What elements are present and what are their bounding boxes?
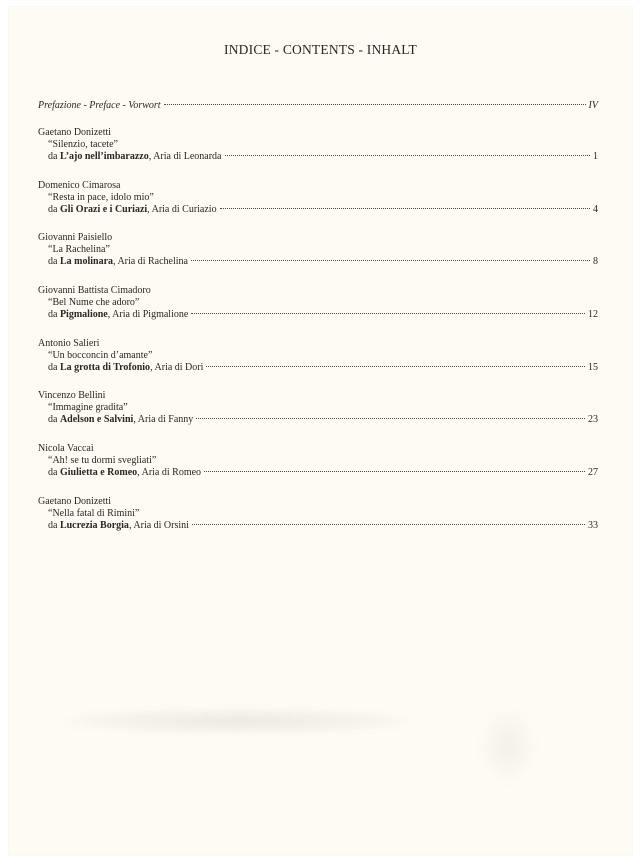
source-row xyxy=(38,467,598,479)
aria-title: “La Rachelina” xyxy=(48,244,110,255)
source-row xyxy=(38,362,598,374)
toc-entry xyxy=(38,496,598,532)
role-label: , Aria di Rachelina xyxy=(113,256,188,267)
page-number: 23 xyxy=(588,414,598,425)
dot-leader xyxy=(164,104,586,105)
dot-leader xyxy=(206,366,585,367)
aria-title: “Silenzio, tacete” xyxy=(48,139,118,150)
role-label: , Aria di Romeo xyxy=(137,467,202,478)
page-number: 12 xyxy=(588,309,598,320)
aria-title: “Immagine gradita” xyxy=(48,402,128,413)
opera-title: Lucrezia Borgia xyxy=(59,520,129,531)
dot-leader xyxy=(225,155,591,156)
source-row xyxy=(38,520,598,532)
role-label: , Aria di Leonarda xyxy=(148,151,222,162)
aria-title: “Ah! se tu dormi svegliati” xyxy=(48,455,157,466)
opera-title: Adelson e Salvini xyxy=(59,414,134,425)
opera-title: Pigmalione xyxy=(59,309,108,320)
role-label: , Aria di Pigmalione xyxy=(107,309,189,320)
role-label: , Aria di Fanny xyxy=(133,414,194,425)
scan-smudge xyxy=(63,708,413,734)
source-row xyxy=(38,204,598,216)
toc-entry xyxy=(38,443,598,479)
toc-entry xyxy=(38,127,598,163)
page-number: 8 xyxy=(593,256,598,267)
composer-name: Nicola Vaccai xyxy=(38,443,94,454)
source-prefix: da xyxy=(48,151,58,162)
source-prefix: da xyxy=(48,467,58,478)
source-row xyxy=(38,309,598,321)
aria-title: “Nella fatal di Rimini” xyxy=(48,508,140,519)
opera-title: Gli Orazi e i Curiazi xyxy=(59,204,148,215)
opera-title: Giulietta e Romeo xyxy=(59,467,138,478)
dot-leader xyxy=(192,524,585,525)
composer-name: Antonio Salieri xyxy=(38,338,100,349)
dot-leader xyxy=(220,208,590,209)
page-number: 15 xyxy=(588,362,598,373)
aria-title: “Un bocconcin d’amante” xyxy=(48,350,153,361)
preface-page-number: IV xyxy=(588,100,598,111)
source-prefix: da xyxy=(48,414,58,425)
source-prefix: da xyxy=(48,362,58,373)
page-number: 33 xyxy=(588,520,598,531)
preface-label: Prefazione - Preface - Vorwort xyxy=(38,100,161,111)
dot-leader xyxy=(191,260,590,261)
page-number: 27 xyxy=(588,467,598,478)
composer-name: Vincenzo Bellini xyxy=(38,390,106,401)
toc-entry xyxy=(38,390,598,426)
page-number: 4 xyxy=(593,204,598,215)
source-prefix: da xyxy=(48,520,58,531)
toc-entry xyxy=(38,180,598,216)
composer-name: Domenico Cimarosa xyxy=(38,180,121,191)
dot-leader xyxy=(191,313,585,314)
toc-entry xyxy=(38,285,598,321)
scan-smudge xyxy=(478,706,538,786)
source-row xyxy=(38,256,598,268)
page-title: INDICE - CONTENTS - INHALT xyxy=(224,42,417,57)
dot-leader xyxy=(204,471,585,472)
opera-title: L’ajo nell’imbarazzo xyxy=(59,151,149,162)
preface-row xyxy=(38,100,598,112)
source-prefix: da xyxy=(48,204,58,215)
aria-title: “Resta in pace, idolo mio” xyxy=(48,192,154,203)
role-label: , Aria di Orsini xyxy=(128,520,189,531)
opera-title: La molinara xyxy=(59,256,114,267)
dot-leader xyxy=(196,418,585,419)
composer-name: Giovanni Battista Cimadoro xyxy=(38,285,151,296)
composer-name: Gaetano Donizetti xyxy=(38,496,112,507)
aria-title: “Bel Nume che adoro” xyxy=(48,297,140,308)
opera-title: La grotta di Trofonio xyxy=(59,362,151,373)
composer-name: Gaetano Donizetti xyxy=(38,127,112,138)
role-label: , Aria di Curiazio xyxy=(147,204,217,215)
toc-entry xyxy=(38,232,598,268)
source-prefix: da xyxy=(48,256,58,267)
source-row xyxy=(38,414,598,426)
role-label: , Aria di Dori xyxy=(150,362,204,373)
source-prefix: da xyxy=(48,309,58,320)
page-number: 1 xyxy=(593,151,598,162)
toc-entry xyxy=(38,338,598,374)
source-row xyxy=(38,151,598,163)
document-page xyxy=(8,6,633,856)
composer-name: Giovanni Paisiello xyxy=(38,232,113,243)
